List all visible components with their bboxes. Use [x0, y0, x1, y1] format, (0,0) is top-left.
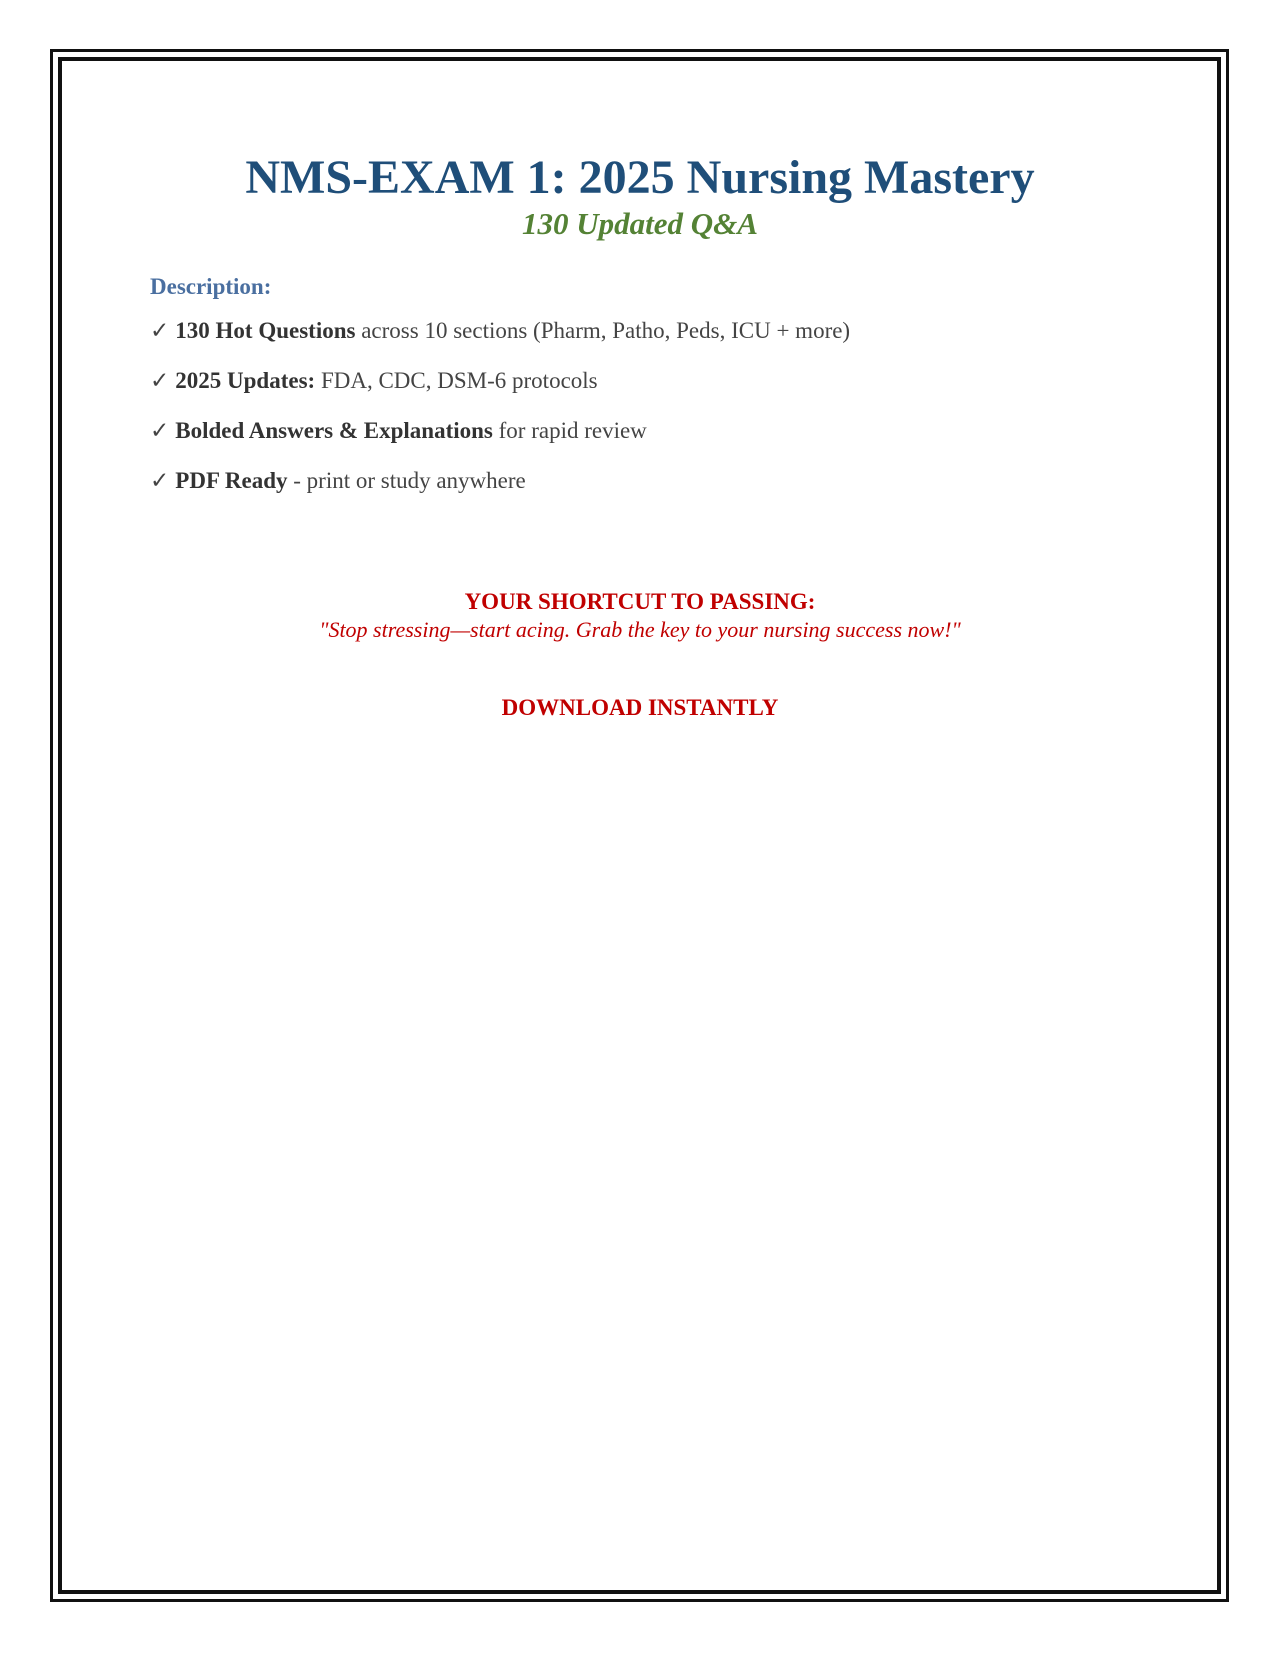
description-heading: Description:	[150, 274, 272, 299]
feature-text: across 10 sections (Pharm, Patho, Peds, ICU + more)	[355, 318, 851, 343]
feature-bold: 130 Hot Questions	[175, 318, 356, 343]
feature-item	[150, 466, 1130, 496]
cta-quote: "Stop stressing—start acing. Grab the key to your nursing success now!"	[319, 617, 961, 642]
cta-heading: YOUR SHORTCUT TO PASSING:	[464, 589, 816, 614]
feature-text: FDA, CDC, DSM-6 protocols	[315, 368, 598, 393]
document-title: NMS-EXAM 1: 2025 Nursing Mastery	[245, 151, 1035, 204]
download-label: DOWNLOAD INSTANTLY	[501, 695, 779, 720]
feature-bold: PDF Ready	[175, 468, 288, 493]
check-icon: ✓	[150, 318, 170, 343]
check-icon: ✓	[150, 468, 170, 493]
cta-block	[150, 588, 1130, 644]
check-icon: ✓	[150, 368, 170, 393]
feature-bold: Bolded Answers & Explanations	[175, 418, 493, 443]
feature-list	[150, 316, 1130, 496]
document-subtitle: 130 Updated Q&A	[522, 206, 758, 241]
check-icon: ✓	[150, 418, 170, 443]
feature-item	[150, 416, 1130, 446]
feature-item	[150, 316, 1130, 346]
feature-bold: 2025 Updates:	[175, 368, 316, 393]
document-page	[150, 150, 1130, 722]
feature-text: for rapid review	[492, 418, 647, 443]
feature-item	[150, 366, 1130, 396]
feature-text: - print or study anywhere	[287, 468, 526, 493]
